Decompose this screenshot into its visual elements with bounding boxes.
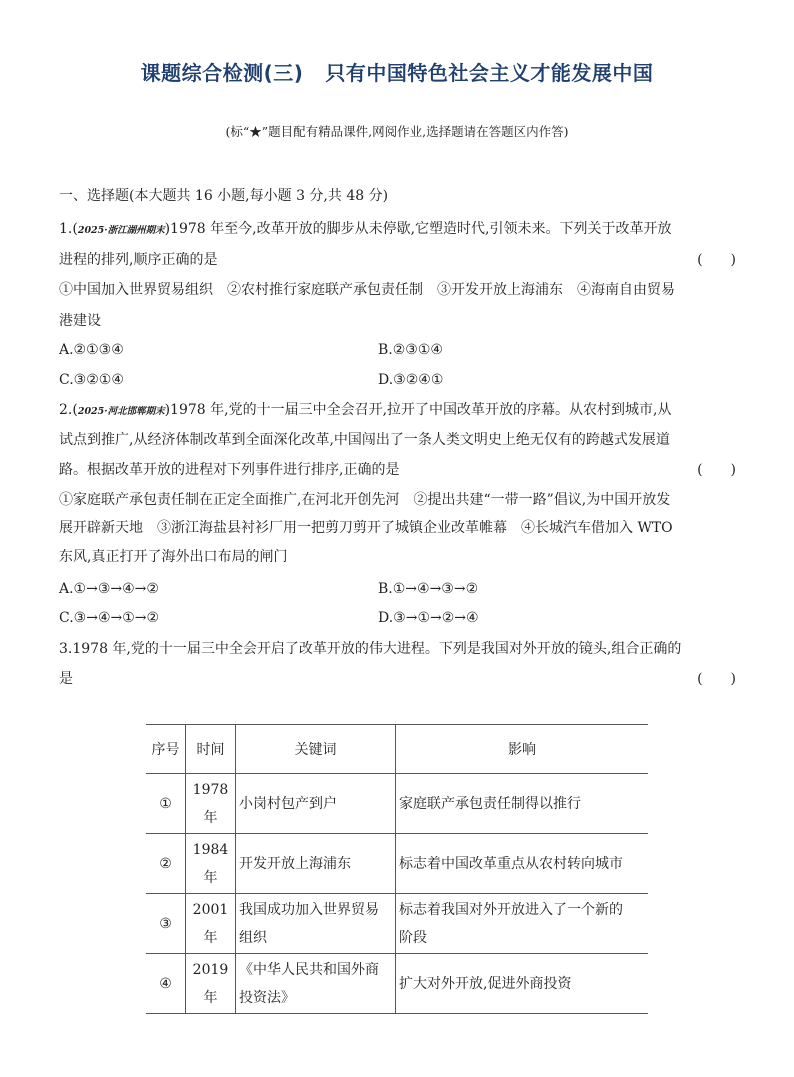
row-year: 1984 年 — [186, 834, 236, 894]
row-keyword: 《中华人民共和国外商 投资法》 — [236, 954, 396, 1014]
q2-option-b[interactable]: B.①→④→③→② — [378, 581, 479, 597]
q2-line2: 试点到推广,从经济体制改革到全面深化改革,中国闯出了一条人类文明史上绝无仅有的跨越式发展道 — [59, 432, 670, 448]
row-number: ③ — [146, 894, 186, 954]
table-header-cell: 关键词 — [236, 725, 396, 774]
q3-answer-paren[interactable]: ( ) — [697, 671, 736, 687]
row-year: 2019 年 — [186, 954, 236, 1014]
q1-option-a[interactable]: A.②①③④ — [59, 342, 124, 358]
q2-option-d[interactable]: D.③→①→②→④ — [378, 610, 479, 626]
q3-table — [146, 724, 648, 1014]
table-header-row — [146, 725, 648, 774]
table-header-cell: 影响 — [396, 725, 649, 774]
row-number: ② — [146, 834, 186, 894]
q1-line2: 进程的排列,顺序正确的是 — [59, 252, 218, 268]
q1-source: 2025·浙江湖州期末 — [77, 225, 165, 236]
q1-line1: 1.(2025·浙江湖州期末)1978 年至今,改革开放的脚步从未停歇,它塑造时代,引领未来。下列关于改革开放 — [59, 221, 672, 237]
row-year: 2001 年 — [186, 894, 236, 954]
page-subtitle: (标“★”题目配有精品课件,网阅作业,选择题请在答题区内作答) — [225, 124, 569, 139]
q2-items-line2: 展开辟新天地 ③浙江海盐县衬衫厂用一把剪刀剪开了城镇企业改革帷幕 ④长城汽车借加入 WTO — [59, 520, 673, 536]
table-row — [146, 834, 648, 894]
q1-answer-paren[interactable]: ( ) — [697, 252, 736, 268]
section-heading: 一、选择题(本大题共 16 小题,每小题 3 分,共 48 分) — [59, 188, 389, 204]
q2-option-a[interactable]: A.①→③→④→② — [59, 581, 159, 597]
q2-answer-paren[interactable]: ( ) — [697, 462, 736, 478]
q2-items-line1: ①家庭联产承包责任制在正定全面推广,在河北开创先河 ②提出共建“一带一路”倡议,为中国开放发 — [59, 492, 671, 508]
q1-items-line1: ①中国加入世界贸易组织 ②农村推行家庭联产承包责任制 ③开发开放上海浦东 ④海南自由贸易 — [59, 282, 675, 298]
table-row — [146, 894, 648, 954]
q1-option-c[interactable]: C.③②①④ — [59, 372, 124, 388]
q1-option-d[interactable]: D.③②④① — [378, 372, 444, 388]
row-effect: 家庭联产承包责任制得以推行 — [396, 774, 649, 834]
table-header-cell: 序号 — [146, 725, 186, 774]
table-header-cell: 时间 — [186, 725, 236, 774]
row-effect: 标志着我国对外开放进入了一个新的 阶段 — [396, 894, 649, 954]
title-part1: 课题综合检测(三) — [140, 61, 304, 85]
page-title — [0, 57, 794, 86]
q2-items-line3: 东风,真正打开了海外出口布局的闸门 — [59, 549, 288, 565]
table-row — [146, 774, 648, 834]
q3-line1: 3.1978 年,党的十一届三中全会开启了改革开放的伟大进程。下列是我国对外开放的镜头,组合正确的 — [59, 641, 682, 657]
row-year: 1978 年 — [186, 774, 236, 834]
q2-source: 2025·河北邯郸期末 — [77, 406, 165, 417]
row-keyword: 我国成功加入世界贸易 组织 — [236, 894, 396, 954]
table-row — [146, 954, 648, 1014]
q2-line3: 路。根据改革开放的进程对下列事件进行排序,正确的是 — [59, 462, 400, 478]
row-keyword: 开发开放上海浦东 — [236, 834, 396, 894]
q1-option-b[interactable]: B.②③①④ — [378, 342, 443, 358]
row-keyword: 小岗村包产到户 — [236, 774, 396, 834]
title-part2: 只有中国特色社会主义才能发展中国 — [325, 61, 654, 85]
q2-option-c[interactable]: C.③→④→①→② — [59, 610, 160, 626]
row-effect: 扩大对外开放,促进外商投资 — [396, 954, 649, 1014]
q1-items-line2: 港建设 — [59, 313, 101, 329]
row-effect: 标志着中国改革重点从农村转向城市 — [396, 834, 649, 894]
q3-line2: 是 — [59, 671, 73, 687]
row-number: ④ — [146, 954, 186, 1014]
q2-line1: 2.(2025·河北邯郸期末)1978 年,党的十一届三中全会召开,拉开了中国改革开放的序幕。从农村到城市,从 — [59, 402, 672, 418]
row-number: ① — [146, 774, 186, 834]
